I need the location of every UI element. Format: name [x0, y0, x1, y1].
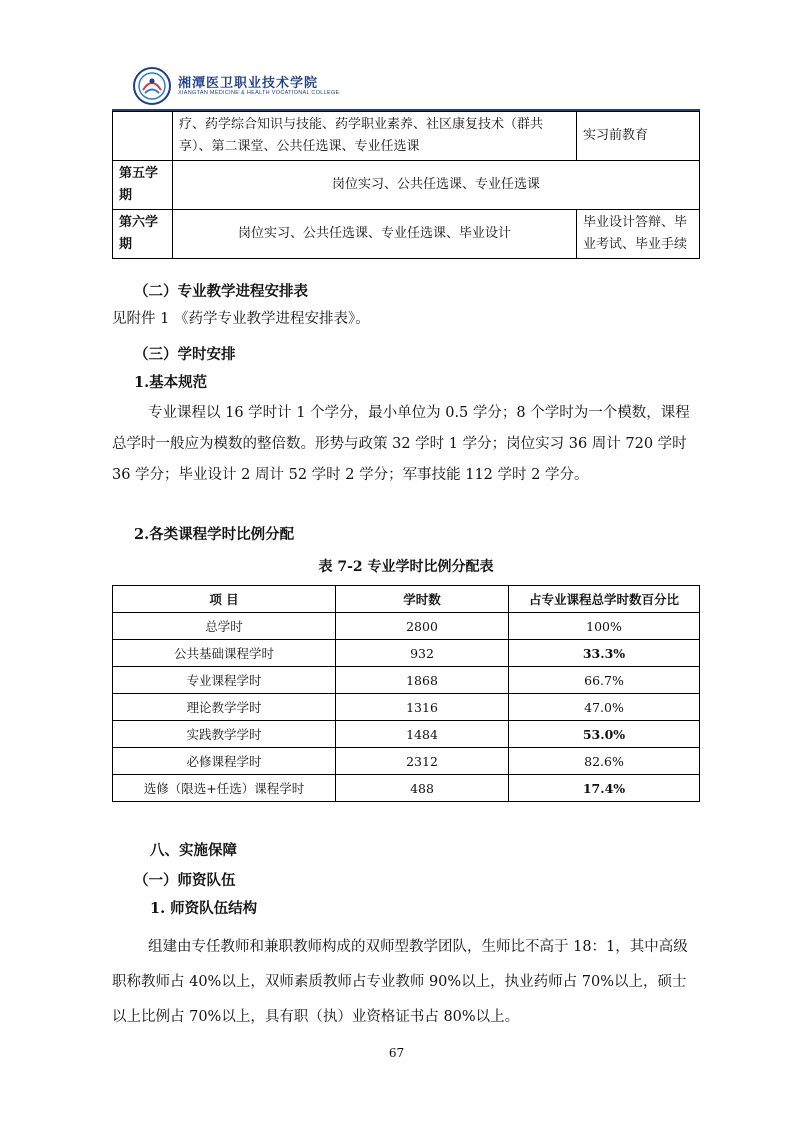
pct-cell: 17.4%	[509, 775, 700, 802]
section-heading: （二）专业教学进程安排表	[134, 283, 308, 300]
courses-cell: 岗位实习、公共任选课、专业任选课、毕业设计	[173, 210, 577, 259]
table-row	[113, 667, 700, 694]
school-logo-icon	[132, 66, 172, 106]
hours-cell: 1316	[336, 694, 509, 721]
column-header: 占专业课程总学时数百分比	[509, 586, 700, 613]
item-cell: 理论教学学时	[113, 694, 336, 721]
school-name-cn: 湘潭医卫职业技术学院	[178, 76, 319, 91]
pct-cell: 82.6%	[509, 748, 700, 775]
table-row	[113, 210, 700, 259]
note-cell: 实习前教育	[577, 112, 700, 161]
hours-cell: 2312	[336, 748, 509, 775]
subsection-heading: 1. 师资队伍结构	[150, 900, 258, 917]
item-cell: 实践教学学时	[113, 721, 336, 748]
subsection-heading: 1.基本规范	[134, 374, 208, 391]
item-cell: 必修课程学时	[113, 748, 336, 775]
section-heading: （一）师资队伍	[134, 872, 236, 889]
table-row	[113, 613, 700, 640]
school-name-en: XIANGTAN MEDICINE & HEALTH VOCATIONAL COLLEGE	[178, 90, 340, 96]
term-cell	[113, 112, 173, 161]
hours-cell: 1868	[336, 667, 509, 694]
paragraph: 专业课程以 16 学时计 1 个学分，最小单位为 0.5 学分；8 个学时为一个模数，课程总学时一般应为模数的整倍数。形势与政策 32 学时 1 学分；岗位实习 36 周计 720 学时 36 学分；毕业设计 2 周计 52 学时 2 学分；军事技能 112 学时 2 学分。	[112, 405, 690, 483]
term-cell: 第五学期	[113, 161, 173, 210]
pct-cell: 53.0%	[509, 721, 700, 748]
pct-cell: 100%	[509, 613, 700, 640]
chapter-heading: 八、实施保障	[150, 842, 237, 859]
term-cell: 第六学期	[113, 210, 173, 259]
subsection-heading: 2.各类课程学时比例分配	[134, 526, 295, 543]
table-row	[113, 694, 700, 721]
hours-cell: 2800	[336, 613, 509, 640]
item-cell: 总学时	[113, 613, 336, 640]
column-header: 学时数	[336, 586, 509, 613]
table-row	[113, 721, 700, 748]
table-row	[113, 161, 700, 210]
paragraph: 组建由专任教师和兼职教师构成的双师型教学团队，生师比不高于 18：1，其中高级职称教师占 40%以上，双师素质教师占专业教师 90%以上，执业药师占 70%以上，硕士以上比例占 70%以上，具有职（执）业资格证书占 80%以上。	[112, 939, 688, 1025]
pct-cell: 47.0%	[509, 694, 700, 721]
hours-cell: 488	[336, 775, 509, 802]
table-row	[113, 640, 700, 667]
table-header-row	[113, 586, 700, 613]
section-text: 见附件 1 《药学专业教学进程安排表》。	[112, 311, 370, 327]
courses-cell: 岗位实习、公共任选课、专业任选课	[173, 161, 700, 210]
section-heading: （三）学时安排	[134, 346, 236, 363]
page-number: 67	[388, 1046, 405, 1060]
ratio-table	[112, 585, 700, 802]
column-header: 项 目	[113, 586, 336, 613]
table-row	[113, 112, 700, 161]
page-header	[112, 58, 700, 110]
hours-cell: 1484	[336, 721, 509, 748]
item-cell: 专业课程学时	[113, 667, 336, 694]
item-cell: 公共基础课程学时	[113, 640, 336, 667]
table-row	[113, 775, 700, 802]
table-row	[113, 748, 700, 775]
schedule-table	[112, 111, 700, 259]
table-caption: 表 7-2 专业学时比例分配表	[318, 559, 494, 575]
pct-cell: 33.3%	[509, 640, 700, 667]
courses-cell: 疗、药学综合知识与技能、药学职业素养、社区康复技术（群共享）、第二课堂、公共任选课、专业任选课	[173, 112, 577, 161]
hours-cell: 932	[336, 640, 509, 667]
item-cell: 选修（限选+任选）课程学时	[113, 775, 336, 802]
pct-cell: 66.7%	[509, 667, 700, 694]
note-cell: 毕业设计答辩、毕业考试、毕业手续	[577, 210, 700, 259]
